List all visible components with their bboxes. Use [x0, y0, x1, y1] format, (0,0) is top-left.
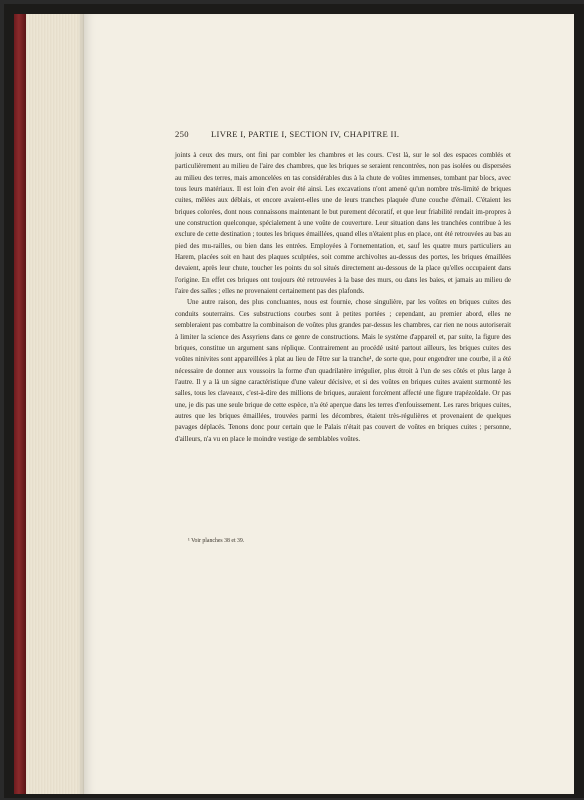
body-text: [175, 150, 511, 445]
page-edges-stack: [26, 14, 84, 794]
red-spine-edge: [14, 14, 26, 794]
footnote: ¹ Voir planches 38 et 39.: [188, 538, 245, 544]
page-number: 250: [175, 129, 189, 139]
paragraph-2: Une autre raison, des plus concluantes, nous est fournie, chose singulière, par les voûtes en briques cuites des conduits souterrains. Ces substructions courbes sont à petites portées ; cependant, au premier abord, elles ne sembleraient pas combattre la combinaison de voûtes plus grandes par-dessus les chambres, car rien ne nous autoriserait à limiter la science des Assyriens dans ce genre de constructions. Mais le système d'appareil et, par suite, la figure des briques, constitue un argument sans réplique. Contrairement au procédé usité partout ailleurs, les briques cuites des voûtes ninivites sont appareillées à plat au lieu de l'être sur la tranche¹, de sorte que, pour engendrer une courbe, il a été nécessaire de donner aux voussoirs la forme d'un quadrilatère irrégulier, plus étroit à l'un de ses côtés et plus large à l'autre. Il y a là un signe caractéristique d'une valeur décisive, et si des voûtes en briques cuites avaient surmonté les salles, tous les claveaux, c'est-à-dire des millions de briques, auraient forcément affecté une figure trapézoïdale. Or pas une, je dis pas une seule brique de cette espèce, n'a été aperçue dans les terres d'enfouissement. Les rares briques cuites, autres que les briques émaillées, trouvées parmi les décombres, étaient très-régulières et provenaient de quelques pavages déplacés. Tenons donc pour certain que le Palais n'était pas couvert de voûtes en briques cuites ; personne, d'ailleurs, n'a vu en place le moindre vestige de semblables voûtes.: [175, 298, 511, 443]
paragraph-1: joints à ceux des murs, ont fini par combler les chambres et les cours. C'est là, sur le sol des espaces comblés et particulièrement au milieu de l'aire des chambres, que les briques se seraient rencontrées, non pas isolées ou dispersées au milieu des terres, mais amoncelées en tas considérables dus à la chute de voûtes immenses, tombant par blocs, avec tous leurs matériaux. Il est loin d'en avoir été ainsi. Les excavations n'ont amené qu'un nombre très-limité de briques cuites, mêlées aux déblais, et encore avaient-elles une de leurs tranches plaquée d'une couche d'émail. C'étaient les briques colorées, dont nous connaissons maintenant le but purement décoratif, et que leur friabilité rendait im-propres à une construction quelconque, spécialement à une voûte de couverture. Leur situation dans les tranchées contribue à les exclure de cette destination ; toutes les briques émaillées, quand elles n'étaient plus en place, ont été retrouvées au bas au pied des mu-railles, ou bien dans les entrées. Employées à l'ornementation, et, sauf les quatre murs particuliers au Harem, placées soit en haut des plaques sculptées, soit comme archivoltes au-dessus des portes, les briques émaillées devaient, après leur chute, toucher les points du sol situés directement au-dessous de la place qu'elles occupaient dans l'origine. En effet ces briques ont toujours été retrouvées à la base des murs, ou dans les baies, et jamais au milieu de l'aire des salles ; elles ne provenaient certainement pas des plafonds.: [175, 151, 511, 296]
running-head: LIVRE I, PARTIE I, SECTION IV, CHAPITRE II.: [211, 129, 400, 139]
